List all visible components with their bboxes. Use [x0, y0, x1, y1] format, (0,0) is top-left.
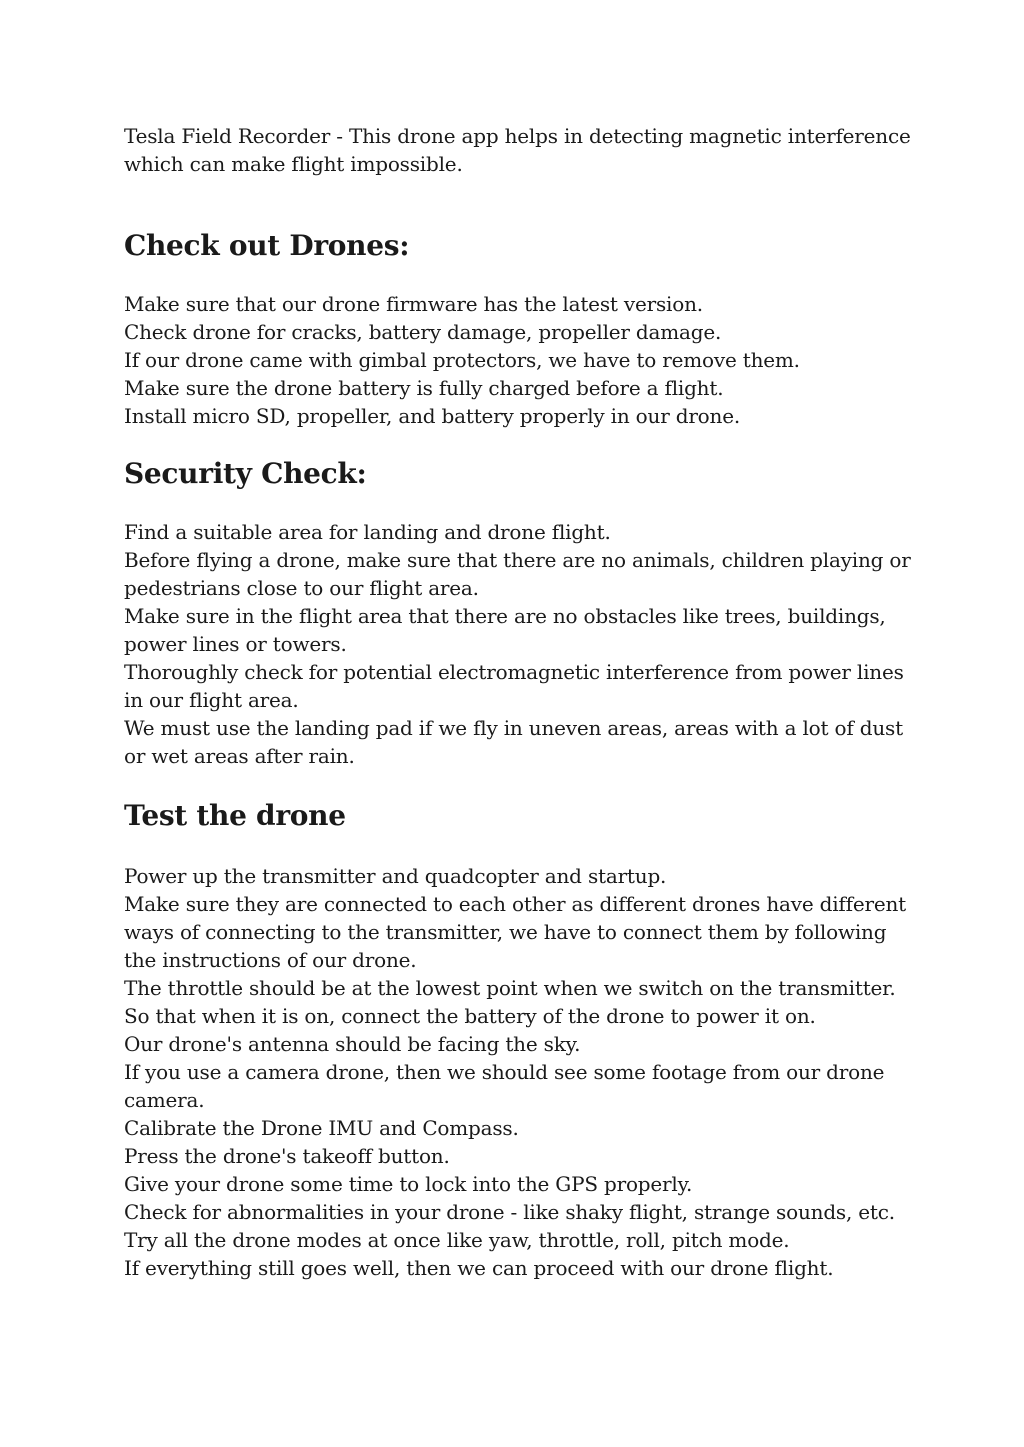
list-item: Press the drone's takeoff button.	[124, 1144, 450, 1168]
list-item: If you use a camera drone, then we should see some footage from our drone camera.	[124, 1060, 885, 1112]
heading-check-out-drones: Check out Drones:	[124, 229, 410, 262]
heading-security-check: Security Check:	[124, 457, 367, 490]
list-item: Calibrate the Drone IMU and Compass.	[124, 1116, 519, 1140]
list-item: Give your drone some time to lock into the GPS properly.	[124, 1172, 693, 1196]
heading-test-the-drone: Test the drone	[124, 799, 346, 832]
list-item: Make sure they are connected to each other as different drones have different ways of connecting to the transmitter, we have to connect them by following the instructions of our drone.	[124, 892, 906, 972]
list-item: If our drone came with gimbal protectors, we have to remove them.	[124, 348, 800, 372]
list-item: Check for abnormalities in your drone - like shaky flight, strange sounds, etc.	[124, 1200, 895, 1224]
intro-paragraph: Tesla Field Recorder - This drone app helps in detecting magnetic interference which can make flight impossible.	[124, 124, 911, 176]
document-page	[124, 122, 914, 1282]
list-item: Install micro SD, propeller, and battery properly in our drone.	[124, 404, 740, 428]
list-item: Power up the transmitter and quadcopter and startup.	[124, 864, 667, 888]
list-item: Thoroughly check for potential electromagnetic interference from power lines in our flight area.	[124, 660, 904, 712]
section-security-check	[124, 518, 914, 770]
list-item: Before flying a drone, make sure that there are no animals, children playing or pedestrians close to our flight area.	[124, 548, 911, 600]
section-check-out-drones	[124, 290, 914, 430]
list-item: We must use the landing pad if we fly in uneven areas, areas with a lot of dust or wet areas after rain.	[124, 716, 903, 768]
list-item: The throttle should be at the lowest point when we switch on the transmitter. So that when it is on, connect the battery of the drone to power it on.	[124, 976, 896, 1028]
list-item: Our drone's antenna should be facing the sky.	[124, 1032, 581, 1056]
list-item: Make sure that our drone firmware has the latest version.	[124, 292, 703, 316]
list-item: Make sure in the flight area that there are no obstacles like trees, buildings, power lines or towers.	[124, 604, 886, 656]
section-test-the-drone	[124, 862, 914, 1282]
list-item: Find a suitable area for landing and drone flight.	[124, 520, 611, 544]
list-item: Make sure the drone battery is fully charged before a flight.	[124, 376, 724, 400]
list-item: If everything still goes well, then we can proceed with our drone flight.	[124, 1256, 834, 1280]
list-item: Check drone for cracks, battery damage, propeller damage.	[124, 320, 722, 344]
list-item: Try all the drone modes at once like yaw, throttle, roll, pitch mode.	[124, 1228, 790, 1252]
